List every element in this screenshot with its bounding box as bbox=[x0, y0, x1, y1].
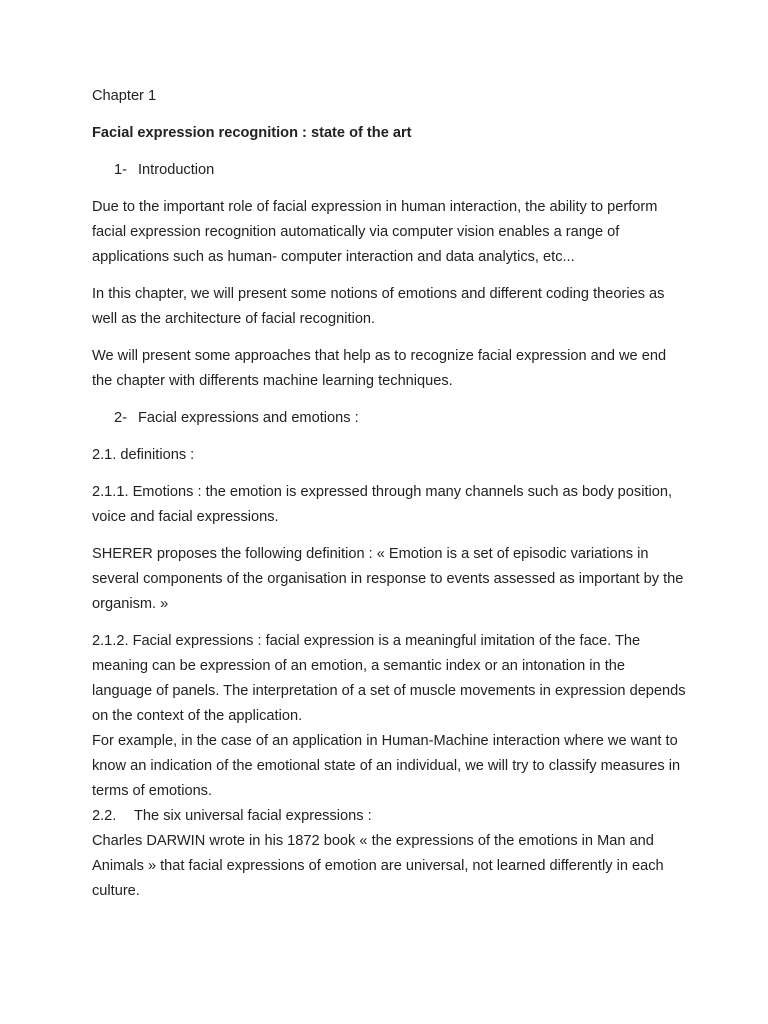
subsection-title: The six universal facial expressions : bbox=[134, 808, 372, 824]
section-title: Facial expressions and emotions : bbox=[138, 410, 359, 426]
darwin-paragraph: Charles DARWIN wrote in his 1872 book « the expressions of the emotions in Man and Animals » that facial expressions of emotion are universal, not learned differently in each culture. bbox=[92, 833, 664, 899]
subsection-number: 2.2. bbox=[92, 808, 117, 824]
facial-expressions-paragraph: 2.1.2. Facial expressions : facial expression is a meaningful imitation of the face. The meaning can be expression of an emotion, a semantic index or an intonation in the language of panels. The interpretation of a set of muscle movements in expression depends on the context of the application. bbox=[92, 633, 686, 724]
section-number: 2- bbox=[114, 410, 127, 426]
subsection-heading-universal-expressions bbox=[92, 804, 688, 829]
chapter-label: Chapter 1 bbox=[92, 88, 157, 104]
example-paragraph: For example, in the case of an application in Human-Machine interaction where we want to know an indication of the emotional state of an individual, we will try to classify measures in terms of emotions. bbox=[92, 733, 681, 799]
intro-paragraph: Due to the important role of facial expression in human interaction, the ability to perform facial expression recognition automatically via computer vision enables a range of applications such as human- computer interaction and data analytics, etc... bbox=[92, 199, 658, 265]
sherer-definition-paragraph: SHERER proposes the following definition : « Emotion is a set of episodic variations in several components of the organisation in response to events assessed as important by the organism. » bbox=[92, 546, 684, 612]
intro-paragraph: We will present some approaches that help as to recognize facial expression and we end the chapter with differents machine learning techniques. bbox=[92, 348, 667, 389]
page-title: Facial expression recognition : state of the art bbox=[92, 125, 412, 141]
section-title: Introduction bbox=[138, 162, 215, 178]
subsection-heading-definitions: 2.1. definitions : bbox=[92, 447, 195, 463]
intro-paragraph: In this chapter, we will present some notions of emotions and different coding theories as well as the architecture of facial recognition. bbox=[92, 286, 665, 327]
emotions-paragraph: 2.1.1. Emotions : the emotion is expressed through many channels such as body position, voice and facial expressions. bbox=[92, 484, 673, 525]
section-heading-introduction bbox=[92, 158, 688, 183]
section-heading-emotions bbox=[92, 406, 688, 431]
section-number: 1- bbox=[114, 162, 127, 178]
